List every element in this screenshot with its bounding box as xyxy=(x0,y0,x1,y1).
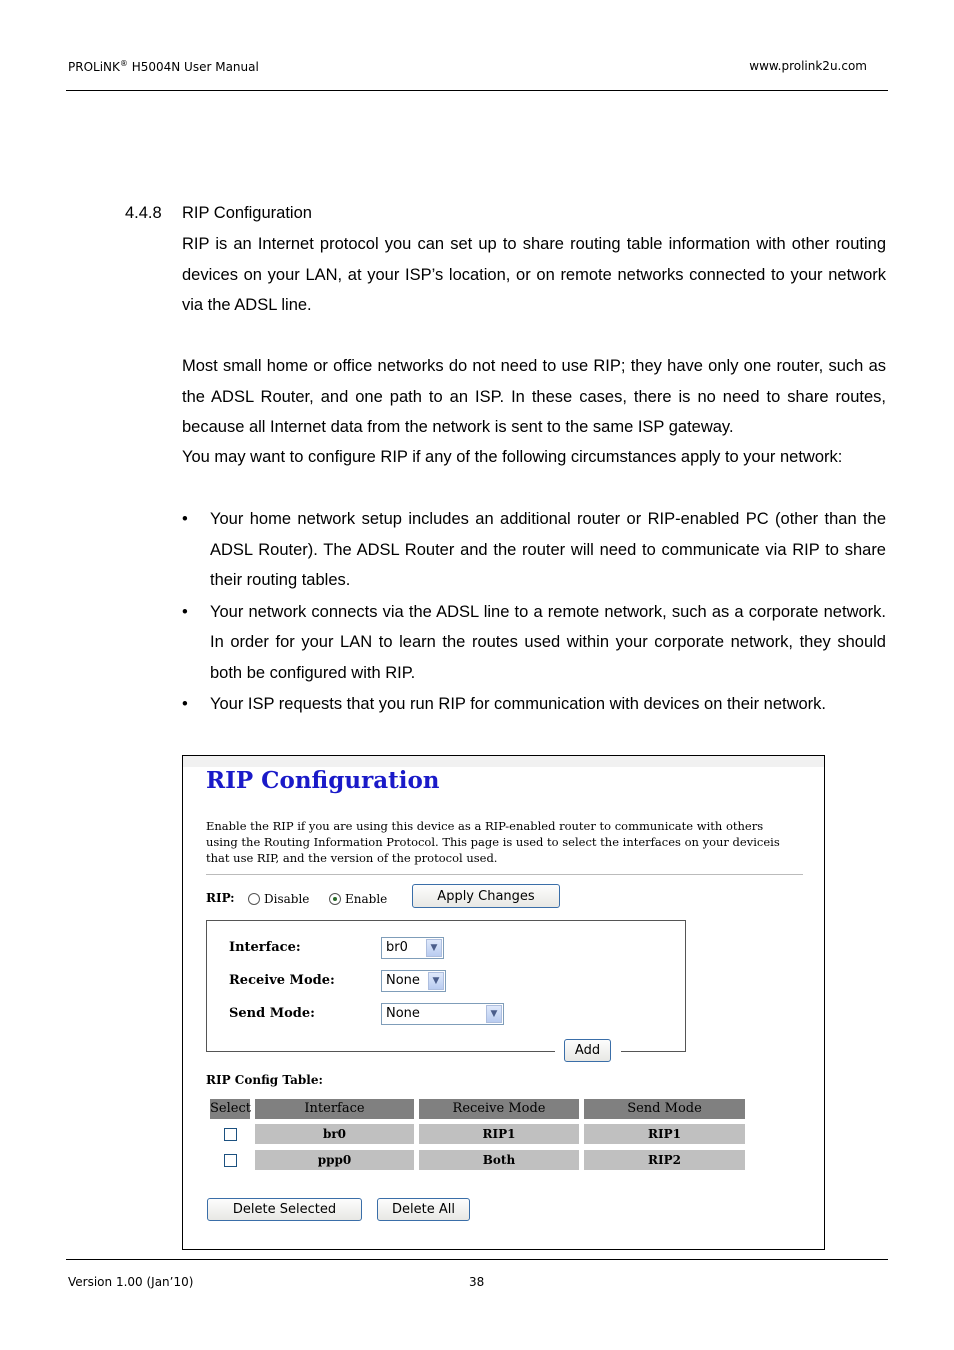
interface-select[interactable] xyxy=(381,937,444,959)
send-mode-select-value: None xyxy=(386,1006,420,1021)
rip-disable-radio[interactable] xyxy=(248,893,260,905)
table-cell-receive-mode: Both xyxy=(419,1150,579,1170)
screenshot-title: RIP Configuration xyxy=(206,767,440,794)
column-header-receive-mode: Receive Mode xyxy=(419,1099,579,1119)
send-mode-label: Send Mode: xyxy=(229,1006,315,1021)
receive-mode-select-value: None xyxy=(386,973,420,988)
row-select-checkbox[interactable] xyxy=(224,1128,237,1141)
column-header-interface: Interface xyxy=(255,1099,414,1119)
chevron-down-icon: ▼ xyxy=(426,939,442,957)
paragraph-intro: RIP is an Internet protocol you can set up to share routing table information with other routing devices on your LAN, at your ISP’s location, or on remote networks connected to your network via the ADSL line. xyxy=(182,235,886,314)
section-number: 4.4.8 xyxy=(125,204,162,222)
bullet-icon: • xyxy=(182,695,188,713)
send-mode-select[interactable] xyxy=(381,1003,504,1025)
interface-select-value: br0 xyxy=(386,940,408,955)
column-header-select: Select xyxy=(210,1099,250,1119)
screenshot-divider xyxy=(206,874,803,875)
chevron-down-icon: ▼ xyxy=(486,1005,502,1023)
section-title: RIP Configuration xyxy=(182,204,312,222)
screenshot-description: Enable the RIP if you are using this device as a RIP-enabled router to communicate with others using the Routing Information Protocol. This page is used to select the interfaces on your deviceis that use RIP, and the version of the protocol used. xyxy=(206,819,780,865)
screenshot-top-band xyxy=(183,756,824,767)
paragraph-circumstances: You may want to configure RIP if any of the following circumstances apply to your network: xyxy=(182,448,843,466)
manual-title: PROLiNK® H5004N User Manual xyxy=(68,59,259,74)
rip-enable-label: Enable xyxy=(345,892,388,906)
chevron-down-icon: ▼ xyxy=(428,972,444,990)
rip-enable-radio[interactable] xyxy=(329,893,341,905)
receive-mode-select[interactable] xyxy=(381,970,446,992)
rip-label: RIP: xyxy=(206,891,235,905)
apply-changes-button[interactable]: Apply Changes xyxy=(412,884,560,908)
delete-selected-button[interactable]: Delete Selected xyxy=(207,1198,362,1221)
list-item: • Your network connects via the ADSL line to a remote network, such as a corporate network. In order for your LAN to learn the routes used within your corporate network, they should both be configured with RIP. xyxy=(182,597,886,689)
circumstance-list xyxy=(182,504,886,721)
paragraph-small-networks: Most small home or office networks do not need to use RIP; they have only one router, such as the ADSL Router, and one path to an ISP. In these cases, there is no need to share routes, because all Internet data from the network is sent to the same ISP gateway. xyxy=(182,357,886,436)
column-header-send-mode: Send Mode xyxy=(584,1099,745,1119)
footer-divider xyxy=(66,1259,888,1260)
rip-config-screenshot xyxy=(182,755,825,1250)
table-cell-interface: ppp0 xyxy=(255,1150,414,1170)
page-number: 38 xyxy=(469,1275,485,1289)
receive-mode-label: Receive Mode: xyxy=(229,973,335,988)
registered-mark: ® xyxy=(119,59,128,68)
list-item: • Your ISP requests that you run RIP for communication with devices on their network. xyxy=(182,689,886,720)
table-cell-interface: br0 xyxy=(255,1124,414,1144)
bullet-icon: • xyxy=(182,602,188,621)
table-cell-send-mode: RIP1 xyxy=(584,1124,745,1144)
version-label: Version 1.00 (Jan’10) xyxy=(68,1275,194,1289)
delete-all-button[interactable]: Delete All xyxy=(377,1198,470,1221)
row-select-checkbox[interactable] xyxy=(224,1154,237,1167)
website-url: www.prolink2u.com xyxy=(749,59,867,73)
rip-config-table-title: RIP Config Table: xyxy=(206,1073,323,1087)
rip-disable-label: Disable xyxy=(264,892,310,906)
list-item: • Your home network setup includes an additional router or RIP-enabled PC (other than the ADSL Router). The ADSL Router and the router will need to communicate via RIP to share their routing tables. xyxy=(182,504,886,596)
interface-label: Interface: xyxy=(229,940,301,955)
table-cell-send-mode: RIP2 xyxy=(584,1150,745,1170)
header-divider xyxy=(66,90,888,91)
bullet-icon: • xyxy=(182,510,188,528)
table-cell-receive-mode: RIP1 xyxy=(419,1124,579,1144)
add-button[interactable]: Add xyxy=(564,1039,611,1062)
